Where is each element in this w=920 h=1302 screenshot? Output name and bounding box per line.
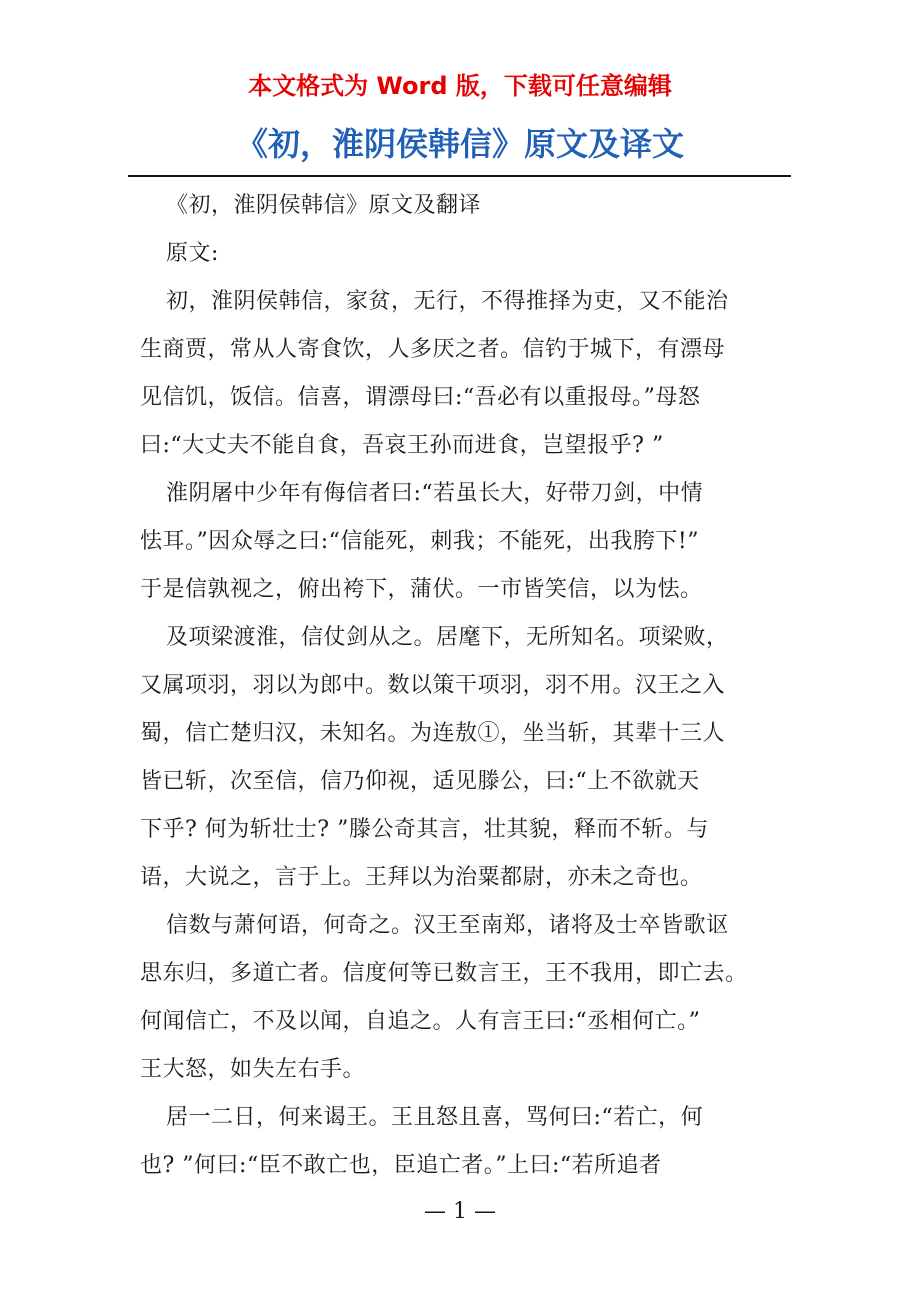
section-label: 原文:	[166, 241, 219, 266]
text-line: 曰:“大丈夫不能自食，吾哀王孙而进食，岂望报乎? ”	[140, 433, 664, 458]
text-line: 及项梁渡淮，信仗剑从之。居麾下，无所知名。项梁败，	[166, 625, 729, 650]
text-line: 于是信孰视之，俯出袴下，蒲伏。一市皆笑信，以为怯。	[140, 577, 703, 602]
text-line: 王大怒，如失左右手。	[140, 1057, 366, 1082]
text-line: 又属项羽，羽以为郎中。数以策干项羽，羽不用。汉王之入	[140, 673, 726, 698]
text-line: 蜀，信亡楚归汉，未知名。为连敖①，坐当斩，其辈十三人	[140, 721, 726, 746]
document-body	[140, 182, 782, 1190]
text-line: 怯耳。”因众辱之曰:“信能死，刺我；不能死，出我胯下!”	[140, 529, 699, 554]
text-line: 也? ”何曰:“臣不敢亡也，臣追亡者。”上曰:“若所追者	[140, 1153, 662, 1178]
text-line: 语，大说之，言于上。王拜以为治粟都尉，亦未之奇也。	[140, 865, 703, 890]
text-line: 生商贾，常从人寄食饮，人多厌之者。信钓于城下，有漂母	[140, 337, 726, 362]
text-line: 淮阴屠中少年有侮信者曰:“若虽长大，好带刀剑，中情	[166, 481, 704, 506]
title-divider	[128, 175, 791, 177]
text-line: 何闻信亡，不及以闻，自追之。人有言王曰:“丞相何亡。”	[140, 1009, 701, 1034]
text-line: 初，淮阴侯韩信，家贫，无行，不得推择为吏，又不能治	[166, 289, 729, 314]
text-line: 居一二日，何来谒王。王且怒且喜，骂何曰:“若亡，何	[166, 1105, 704, 1130]
text-line: 下乎? 何为斩壮士? ”滕公奇其言，壮其貌，释而不斩。与	[140, 817, 709, 842]
text-line: 见信饥，饭信。信喜，谓漂母曰:“吾必有以重报母。”母怒	[140, 385, 701, 410]
format-notice: 本文格式为 Word 版，下载可任意编辑	[248, 72, 672, 100]
document-title: 《初，淮阴侯韩信》原文及译文	[235, 125, 684, 163]
text-line: 思东归，多道亡者。信度何等已数言王，王不我用，即亡去。	[140, 961, 748, 986]
text-line: 皆已斩，次至信，信乃仰视，适见滕公，曰:“上不欲就天	[140, 769, 700, 794]
text-line: 信数与萧何语，何奇之。汉王至南郑，诸将及士卒皆歌讴	[166, 913, 729, 938]
page-number: — 1 —	[424, 1199, 496, 1224]
subtitle-line: 《初，淮阴侯韩信》原文及翻译	[166, 193, 482, 218]
